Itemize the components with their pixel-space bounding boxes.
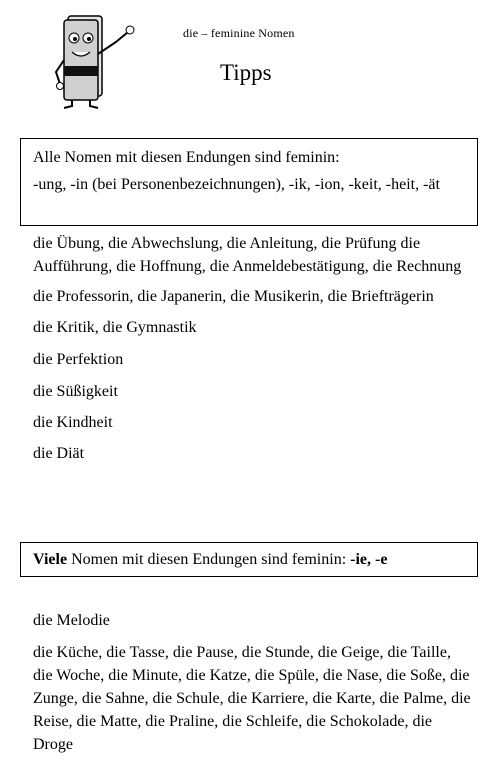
example-group: die Diät	[33, 445, 85, 462]
page-title: Tipps	[220, 60, 272, 85]
rule-box-all-feminine	[20, 138, 478, 226]
example-group: die Kindheit	[33, 414, 113, 431]
page-kicker: die – feminine Nomen	[183, 26, 295, 40]
examples-list-rule1	[33, 232, 483, 465]
example-group: die Süßigkeit	[33, 383, 118, 400]
example-group: die Perfektion	[33, 351, 124, 368]
rule-heading: Alle Nomen mit diesen Endungen sind feminin:	[33, 149, 340, 166]
book-character-icon	[50, 14, 146, 110]
example-group: die Professorin, die Japanerin, die Musikerin, die Briefträgerin	[33, 288, 434, 305]
example-group: die Übung, die Abwechslung, die Anleitung, die Prüfung die Aufführung, die Hoffnung, die Anmeldebestätigung, die Rechnung	[33, 235, 462, 275]
rule-box-many-feminine	[20, 542, 478, 577]
rule-endings: -ung, -in (bei Personenbezeichnungen), -ik, -ion, -keit, -heit, -ät	[33, 176, 440, 193]
examples-list-rule2	[33, 609, 473, 756]
rule-heading-emphasis: Viele	[33, 551, 68, 568]
rule-heading: Nomen mit diesen Endungen sind feminin:	[67, 551, 351, 568]
example-group: die Kritik, die Gymnastik	[33, 319, 197, 336]
example-group: die Küche, die Tasse, die Pause, die Stunde, die Geige, die Taille, die Woche, die Minute, die Katze, die Spüle, die Nase, die Soße, die Zunge, die Sahne, die Schule, die Karriere, die Karte, die Palme, die Reise, die Matte, die Praline, die Schleife, die Schokolade, die Droge	[33, 644, 471, 753]
rule-endings: -ie, -e	[350, 551, 388, 568]
example-group: die Melodie	[33, 612, 110, 629]
